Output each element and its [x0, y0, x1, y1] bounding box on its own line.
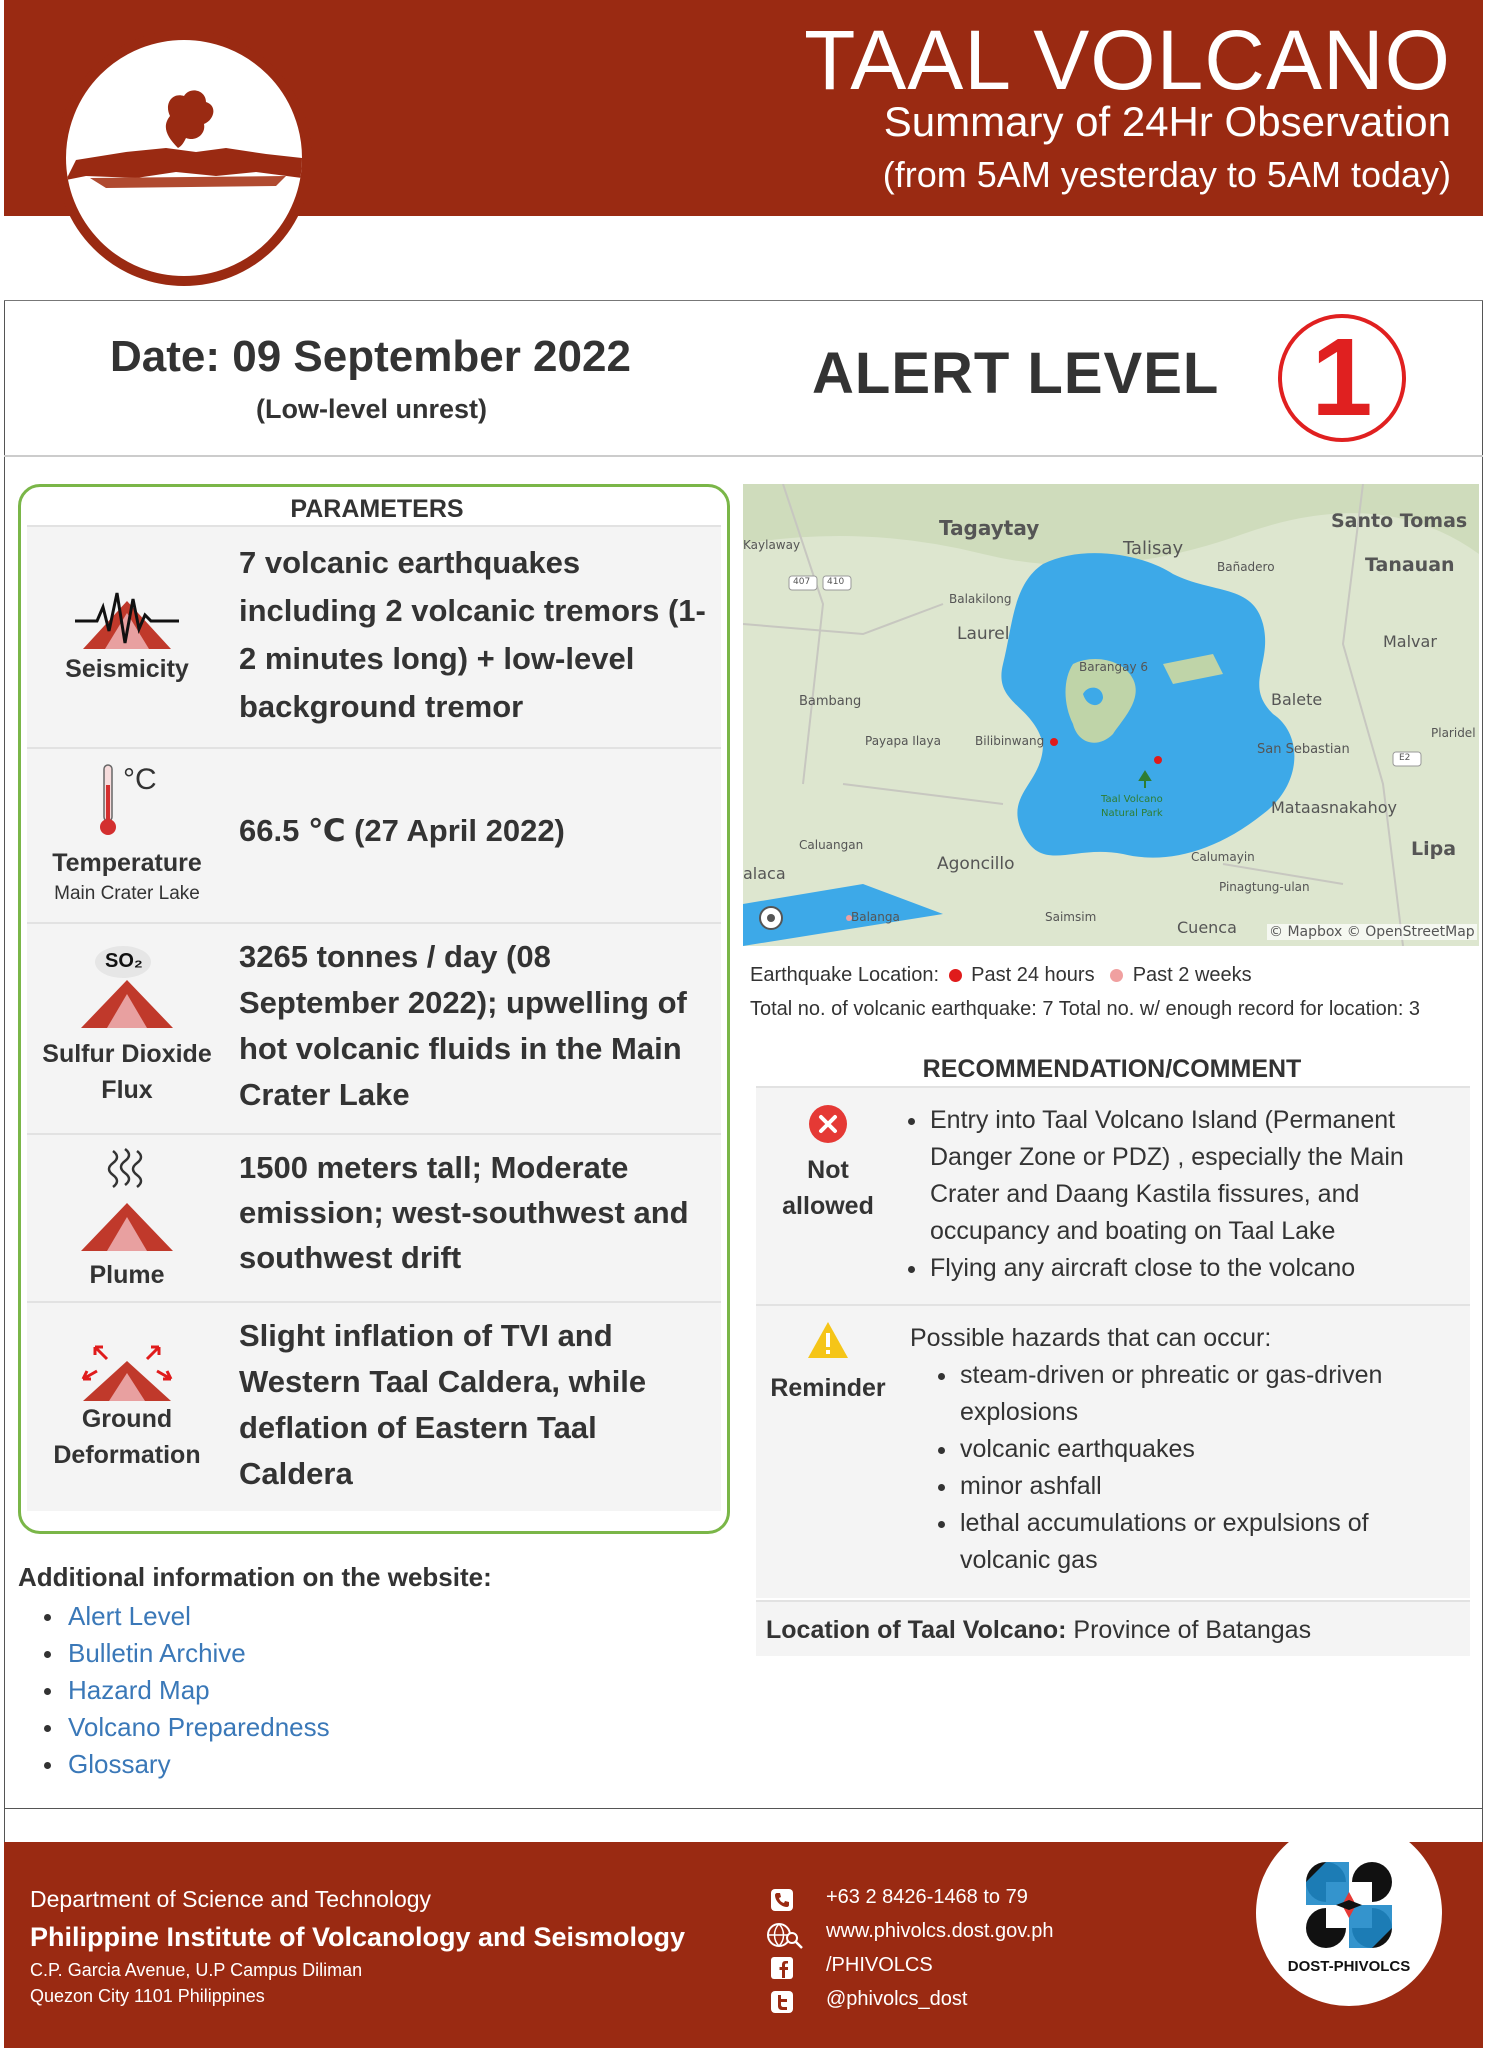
earthquake-legend [750, 964, 1252, 987]
so2-label: SO₂ [105, 950, 143, 972]
reminder-intro: Possible hazards that can occur: [910, 1324, 1272, 1352]
recommendation-reminder [756, 1304, 1470, 1598]
dost-phivolcs-logo [1256, 1820, 1442, 2006]
contact-twitter-text: @phivolcs_dost [826, 1988, 968, 2010]
footer-divider [4, 1808, 1483, 1809]
map-label-bilibinwang: Bilibinwang [975, 734, 1045, 748]
map-label-lipa: Lipa [1411, 838, 1457, 860]
map-label-malvar: Malvar [1383, 632, 1437, 651]
legend-24h-dot-icon [949, 969, 962, 982]
map-label-natural-park: Natural Park [1101, 808, 1163, 819]
link-alert-level[interactable]: Alert Level [40, 1598, 330, 1635]
map-label-mataasnakahoy: Mataasnakahoy [1271, 798, 1397, 817]
map-label-saimsim: Saimsim [1045, 910, 1097, 924]
parameter-row-seismicity [27, 525, 721, 747]
map-label-santo-tomas: Santo Tomas [1331, 510, 1468, 532]
x-circle-icon [808, 1104, 848, 1144]
map-label-balete: Balete [1271, 690, 1323, 709]
deformation-volcano-icon [77, 1341, 177, 1401]
link-volcano-preparedness[interactable]: Volcano Preparedness [40, 1709, 330, 1746]
map-label-caluangan: Caluangan [799, 838, 864, 852]
map-label-pinagtung-ulan: Pinagtung-ulan [1219, 880, 1310, 894]
not-allowed-label-1: Not [807, 1156, 849, 1184]
map-label-taal-volcano-park: Taal Volcano [1101, 794, 1163, 805]
parameter-label: Seismicity [65, 655, 189, 683]
earthquake-totals: Total no. of volcanic earthquake: 7 Total no. w/ enough record for location: 3 [750, 998, 1421, 1020]
additional-info-links [40, 1598, 330, 1783]
additional-info-title: Additional information on the website: [18, 1562, 492, 1592]
list-item: steam-driven or phreatic or gas-driven explosions [932, 1357, 1450, 1431]
parameter-value: 7 volcanic earthquakes including 2 volcanic tremors (1-2 minutes long) + low-level background tremor [239, 545, 706, 724]
location-label: Location of Taal Volcano: [766, 1616, 1067, 1644]
legend-2w-dot-icon [1110, 969, 1123, 982]
footer-address-line-1: C.P. Garcia Avenue, U.P Campus Diliman [30, 1960, 363, 1980]
list-item: volcanic earthquakes [932, 1431, 1450, 1468]
twitter-icon [770, 1990, 794, 2014]
map-attribution[interactable]: © Mapbox © OpenStreetMap [1269, 924, 1475, 940]
map-label-tanauan: Tanauan [1365, 554, 1455, 576]
divider [4, 455, 1483, 457]
recommendation-title: RECOMMENDATION/COMMENT [922, 1055, 1302, 1083]
page-title: TAAL VOLCANO [804, 13, 1451, 107]
taal-volcano-logo-icon [56, 30, 312, 286]
map-label-barangay-6: Barangay 6 [1079, 660, 1148, 674]
parameter-value: 66.5 ℃ (27 April 2022) [239, 813, 565, 848]
legend-title: Earthquake Location: [750, 964, 940, 986]
list-item: minor ashfall [932, 1468, 1450, 1505]
seismograph-icon [75, 585, 179, 651]
alert-level-label: ALERT LEVEL [812, 341, 1220, 406]
parameter-row-ground-deformation [27, 1301, 721, 1511]
map-label-kaylaway: Kaylaway [743, 538, 801, 552]
list-item: Flying any aircraft close to the volcano [902, 1250, 1450, 1287]
parameters-title: PARAMETERS [290, 495, 464, 523]
thermometer-icon [95, 763, 121, 837]
parameter-sublabel: Main Crater Lake [54, 883, 200, 904]
parameter-row-temperature [27, 747, 721, 922]
location-value: Province of Batangas [1066, 1616, 1312, 1644]
page-subtitle: Summary of 24Hr Observation [883, 98, 1451, 145]
map-label-balakilong: Balakilong [949, 592, 1012, 606]
plume-volcano-icon [77, 1147, 177, 1251]
footer-department: Department of Science and Technology [30, 1886, 432, 1912]
not-allowed-label-2: allowed [782, 1192, 874, 1220]
map-road-410: 410 [827, 577, 845, 587]
map-label-agoncillo: Agoncillo [937, 854, 1015, 874]
parameter-label: Ground Deformation [53, 1405, 201, 1469]
celsius-icon: °C [123, 763, 157, 796]
contact-facebook-text: /PHIVOLCS [826, 1954, 933, 1976]
unrest-status: (Low-level unrest) [256, 394, 488, 424]
parameter-row-plume [27, 1133, 721, 1301]
warning-icon [806, 1320, 850, 1360]
map-label-tagaytay: Tagaytay [939, 516, 1040, 540]
legend-2w-label: Past 2 weeks [1132, 964, 1252, 986]
parameter-value: 1500 meters tall; Moderate emission; west-southwest and southwest drift [239, 1150, 689, 1275]
facebook-icon [770, 1956, 794, 1980]
footer-address-line-2: Quezon City 1101 Philippines [30, 1986, 265, 2006]
map-label-cuenca: Cuenca [1177, 918, 1237, 937]
map-road-e2: E2 [1399, 753, 1411, 763]
map-label-banadero: Bañadero [1217, 560, 1275, 574]
legend-24h-label: Past 24 hours [971, 964, 1095, 986]
map-label-balanga: Balanga [851, 910, 900, 924]
not-allowed-list [902, 1102, 1450, 1287]
map-label-plaridel: Plaridel [1431, 726, 1476, 740]
parameter-label: Sulfur Dioxide Flux [42, 1040, 212, 1104]
volcano-location [756, 1600, 1470, 1656]
dost-phivolcs-emblem-icon [1304, 1860, 1394, 1950]
list-item: lethal accumulations or expulsions of volcanic gas [932, 1505, 1450, 1579]
parameter-value: Slight inflation of TVI and Western Taal Caldera, while deflation of Eastern Taal Caldera [239, 1318, 647, 1491]
map-label-laurel: Laurel [957, 624, 1010, 644]
footer-logo-text: DOST-PHIVOLCS [1287, 1958, 1411, 1975]
bulletin-date: Date: 09 September 2022 [110, 332, 631, 381]
map-label-payapa-ilaya: Payapa Ilaya [865, 734, 941, 748]
parameters-panel [18, 484, 730, 1534]
link-glossary[interactable]: Glossary [40, 1746, 330, 1783]
link-bulletin-archive[interactable]: Bulletin Archive [40, 1635, 330, 1672]
observation-period: (from 5AM yesterday to 5AM today) [882, 154, 1451, 195]
parameter-row-sulfur-dioxide [27, 922, 721, 1133]
parameter-value: 3265 tonnes / day (08 September 2022); upwelling of hot volcanic fluids in the Main Crater Lake [239, 939, 687, 1112]
contact-website-text: www.phivolcs.dost.gov.ph [826, 1920, 1054, 1942]
reminder-list [910, 1320, 1450, 1579]
map-label-bambang: Bambang [799, 694, 862, 709]
map-label-talisay: Talisay [1123, 538, 1184, 559]
map-road-407: 407 [793, 577, 811, 587]
link-hazard-map[interactable]: Hazard Map [40, 1672, 330, 1709]
parameter-label: Plume [89, 1261, 165, 1289]
map-label-san-sebastian: San Sebastian [1257, 742, 1350, 757]
alert-level-badge: 1 [1278, 314, 1406, 442]
reminder-label: Reminder [770, 1374, 886, 1402]
phone-icon [770, 1888, 794, 1912]
recommendation-not-allowed [756, 1086, 1470, 1304]
map-label-calumayin: Calumayin [1191, 850, 1255, 864]
footer-institute: Philippine Institute of Volcanology and Seismology [30, 1922, 686, 1952]
contact-phone-text: +63 2 8426-1468 to 79 [826, 1886, 1028, 1908]
map-label-alaca: alaca [743, 864, 786, 883]
parameter-label: Temperature [52, 849, 202, 877]
list-item: Entry into Taal Volcano Island (Permanent Danger Zone or PDZ) , especially the Main Crater and Daang Kastila fissures, and occupancy and boating on Taal Lake [902, 1102, 1450, 1250]
globe-search-icon [766, 1922, 804, 1950]
earthquake-location-map[interactable] [743, 484, 1479, 946]
